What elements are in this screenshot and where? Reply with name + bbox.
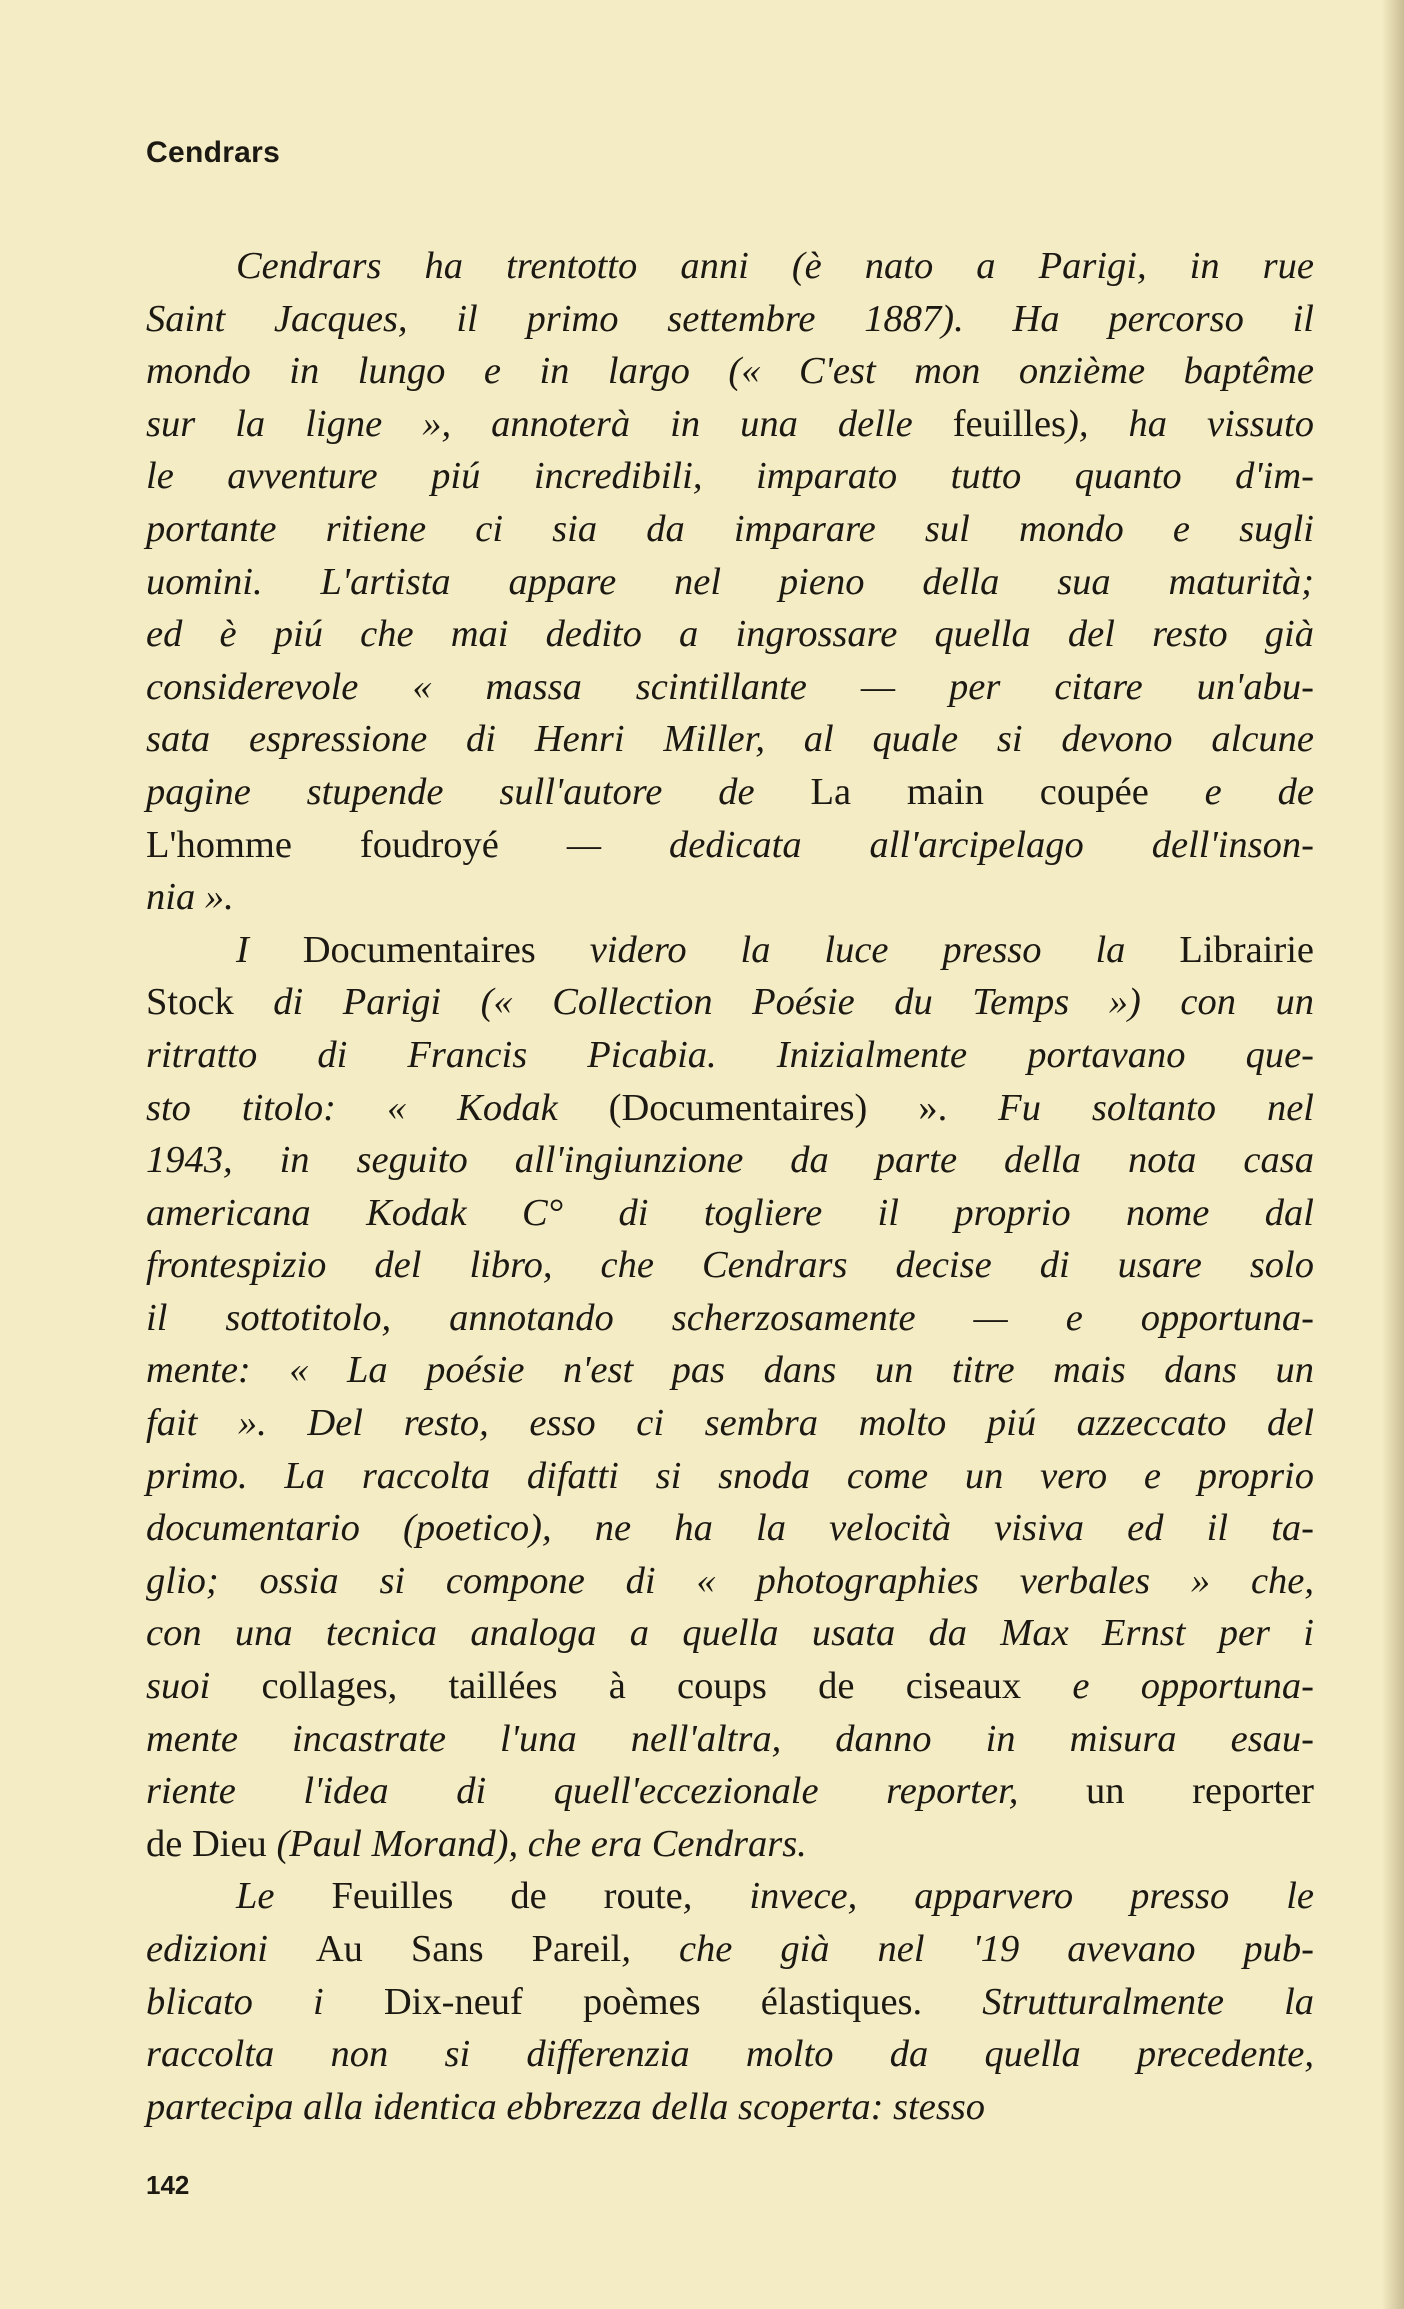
roman-run: La main coupée bbox=[810, 770, 1149, 813]
text-line bbox=[146, 819, 1314, 872]
italic-run: suoi bbox=[146, 1665, 262, 1708]
text-line bbox=[146, 398, 1314, 451]
roman-run: collages, taillées à coups de ciseaux bbox=[261, 1665, 1022, 1708]
italic-run: Cendrars ha trentotto anni (è nato a Parigi, in rue bbox=[236, 245, 1314, 287]
roman-run: Librairie bbox=[1179, 928, 1314, 971]
italic-run: primo. La raccolta difatti si snoda come un vero e proprio bbox=[146, 1454, 1314, 1497]
text-line bbox=[146, 713, 1314, 766]
italic-run: ritratto di Francis Picabia. Inizialmente portavano que- bbox=[146, 1033, 1314, 1076]
italic-run: frontespizio del libro, che Cendrars decise di usare solo bbox=[146, 1244, 1314, 1287]
italic-run: edizioni bbox=[146, 1928, 316, 1970]
text-line bbox=[146, 1082, 1314, 1135]
italic-run: americana Kodak C° di togliere il proprio nome dal bbox=[146, 1191, 1314, 1234]
text-line bbox=[146, 1555, 1314, 1608]
italic-run: riente l'idea di quell'eccezionale reporter, bbox=[146, 1770, 1087, 1813]
italic-run: portante ritiene ci sia da imparare sul mondo e sugli bbox=[146, 507, 1314, 550]
roman-run: (Documentaires) ». bbox=[608, 1086, 948, 1129]
text-line bbox=[146, 1187, 1314, 1240]
text-line bbox=[146, 1870, 1314, 1923]
italic-run: e opportuna- bbox=[1021, 1665, 1315, 1708]
italic-run: Saint Jacques, il primo settembre 1887). Ha percorso il bbox=[146, 297, 1314, 340]
italic-run: 1943, in seguito all'ingiunzione da parte della nota casa bbox=[146, 1139, 1314, 1182]
italic-run: videro la luce presso la bbox=[535, 928, 1180, 971]
roman-run: Feuilles de route bbox=[331, 1875, 683, 1918]
roman-run: Stock bbox=[146, 981, 234, 1024]
italic-run: (Paul Morand), che era Cendrars. bbox=[266, 1822, 807, 1865]
text-line bbox=[146, 1502, 1314, 1555]
page-number: 142 bbox=[146, 2170, 190, 2200]
italic-run: fait ». Del resto, esso ci sembra molto piú azzeccato del bbox=[146, 1402, 1314, 1445]
italic-run: I bbox=[236, 928, 303, 971]
text-line bbox=[146, 976, 1314, 1029]
text-line bbox=[146, 1765, 1314, 1818]
text-line bbox=[146, 1239, 1314, 1292]
italic-run: sur la ligne », annoterà in una delle bbox=[146, 402, 953, 445]
running-head: Cendrars bbox=[146, 136, 281, 169]
italic-run: Fu soltanto nel bbox=[947, 1086, 1314, 1129]
italic-run: mente: « La poésie n'est pas dans un titre mais dans un bbox=[146, 1349, 1314, 1392]
italic-run: — dedicata all'arcipelago dell'inson- bbox=[498, 823, 1314, 866]
italic-run: Strutturalmente la bbox=[922, 1980, 1315, 2023]
italic-run: , invece, apparvero presso le bbox=[682, 1875, 1315, 1918]
italic-run: raccolta non si differenzia molto da quella precedente, bbox=[146, 2033, 1314, 2076]
roman-run: un reporter bbox=[1086, 1770, 1314, 1813]
text-line bbox=[146, 1029, 1314, 1082]
italic-run: mondo in lungo e in largo (« C'est mon onzième baptême bbox=[146, 350, 1314, 393]
text-line bbox=[146, 1818, 1314, 1871]
text-line bbox=[146, 450, 1314, 503]
text-line bbox=[146, 1292, 1314, 1345]
roman-run: Documentaires bbox=[302, 928, 536, 971]
italic-run: blicato i bbox=[146, 1980, 384, 2023]
roman-run: feuilles bbox=[952, 402, 1067, 445]
text-line bbox=[146, 1660, 1314, 1713]
text-line bbox=[146, 608, 1314, 661]
italic-run: glio; ossia si compone di « photographies verbales » che, bbox=[146, 1559, 1314, 1602]
roman-run: L'homme foudroyé bbox=[146, 823, 499, 866]
italic-run: sto titolo: « Kodak bbox=[146, 1086, 609, 1129]
text-line bbox=[146, 503, 1314, 556]
italic-run: nia ». bbox=[146, 876, 234, 919]
text-line bbox=[146, 766, 1314, 819]
text-line bbox=[146, 924, 1314, 977]
roman-run: Dix-neuf poèmes élastiques. bbox=[383, 1980, 923, 2023]
italic-run: e de bbox=[1148, 770, 1314, 813]
text-line bbox=[146, 293, 1314, 346]
text-line bbox=[146, 661, 1314, 714]
italic-run: le avventure piú incredibili, imparato tutto quanto d'im- bbox=[146, 455, 1314, 498]
text-line bbox=[146, 1976, 1314, 2029]
text-line bbox=[146, 1450, 1314, 1503]
italic-run: considerevole « massa scintillante — per citare un'abu- bbox=[146, 665, 1314, 708]
text-line bbox=[146, 871, 1314, 924]
text-line bbox=[146, 2081, 1314, 2134]
roman-run: Au Sans Pareil bbox=[315, 1928, 622, 1970]
italic-run: partecipa alla identica ebbrezza della scoperta: stesso bbox=[146, 2085, 986, 2128]
text-line bbox=[146, 345, 1314, 398]
italic-run: , che già nel '19 avevano pub- bbox=[621, 1928, 1314, 1970]
page-edge-shadow bbox=[1382, 0, 1404, 2309]
italic-run: il sottotitolo, annotando scherzosamente — e opportuna- bbox=[146, 1296, 1314, 1339]
italic-run: uomini. L'artista appare nel pieno della sua maturità; bbox=[146, 560, 1314, 603]
text-line bbox=[146, 2028, 1314, 2081]
italic-run: Le bbox=[236, 1875, 332, 1918]
italic-run: documentario (poetico), ne ha la velocità visiva ed il ta- bbox=[146, 1507, 1314, 1550]
italic-run: mente incastrate l'una nell'altra, danno in misura esau- bbox=[146, 1717, 1314, 1760]
text-line bbox=[146, 1397, 1314, 1450]
body-text bbox=[146, 240, 1314, 2133]
italic-run: sata espressione di Henri Miller, al quale si devono alcune bbox=[146, 718, 1314, 761]
italic-run: pagine stupende sull'autore de bbox=[146, 770, 811, 813]
text-line bbox=[146, 1607, 1314, 1660]
roman-run: de Dieu bbox=[146, 1822, 267, 1865]
text-line bbox=[146, 1344, 1314, 1397]
italic-run: ed è piú che mai dedito a ingrossare quella del resto già bbox=[146, 613, 1314, 656]
italic-run: ), ha vissuto bbox=[1066, 402, 1314, 445]
text-line bbox=[146, 240, 1314, 293]
text-line bbox=[146, 1923, 1314, 1976]
text-line bbox=[146, 556, 1314, 609]
text-line bbox=[146, 1713, 1314, 1766]
italic-run: con una tecnica analoga a quella usata da Max Ernst per i bbox=[146, 1612, 1314, 1655]
italic-run: di Parigi (« Collection Poésie du Temps ») con un bbox=[233, 981, 1314, 1024]
text-line bbox=[146, 1134, 1314, 1187]
